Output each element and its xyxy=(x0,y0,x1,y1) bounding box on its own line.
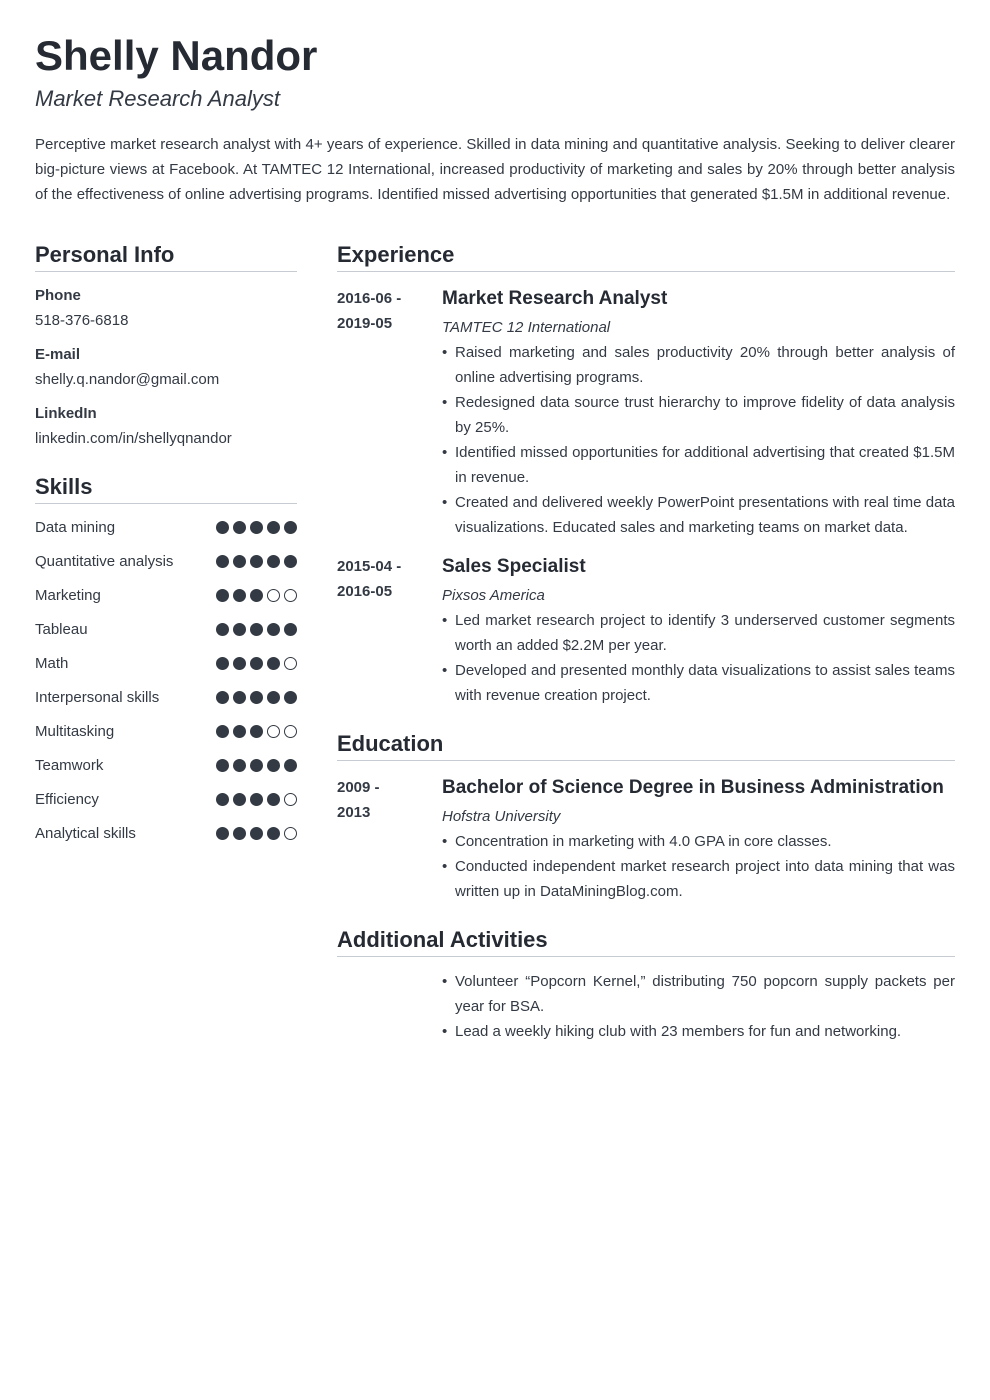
rating-dot-filled xyxy=(250,623,263,636)
skill-name: Marketing xyxy=(35,587,101,604)
bullet-item: • Conducted independent market research project into data mining that was written up in DataMiningBlog.com. xyxy=(442,854,955,904)
skill-row xyxy=(35,787,297,812)
bullet-item: • Identified missed opportunities for additional advertising that created $1.5M in revenue. xyxy=(442,440,955,490)
rating-dot-filled xyxy=(216,725,229,738)
skill-rating xyxy=(216,555,297,568)
skill-row xyxy=(35,651,297,676)
rating-dot-empty xyxy=(284,589,297,602)
rating-dot-empty xyxy=(284,725,297,738)
rating-dot-filled xyxy=(233,657,246,670)
activities-list xyxy=(442,969,955,1044)
email-label: E-mail xyxy=(35,346,81,363)
skill-row xyxy=(35,583,297,608)
email-value: shelly.q.nandor@gmail.com xyxy=(35,371,220,388)
entry-date xyxy=(337,286,442,540)
bullet-item: • Redesigned data source trust hierarchy to improve fidelity of data analysis by 25%. xyxy=(442,390,955,440)
rating-dot-filled xyxy=(284,555,297,568)
skill-rating xyxy=(216,657,297,670)
date-start: 2016-06 - xyxy=(337,290,402,307)
rating-dot-filled xyxy=(267,793,280,806)
rating-dot-filled xyxy=(216,555,229,568)
rating-dot-filled xyxy=(284,623,297,636)
skill-rating xyxy=(216,589,297,602)
rating-dot-filled xyxy=(250,521,263,534)
skill-rating xyxy=(216,521,297,534)
skill-row xyxy=(35,719,297,744)
entry-date xyxy=(337,775,442,904)
rating-dot-filled xyxy=(267,555,280,568)
rating-dot-filled xyxy=(250,589,263,602)
rating-dot-filled xyxy=(233,759,246,772)
skill-name: Quantitative analysis xyxy=(35,553,174,570)
rating-dot-filled xyxy=(233,691,246,704)
entry-bullets xyxy=(442,829,955,904)
rating-dot-filled xyxy=(233,793,246,806)
rating-dot-filled xyxy=(250,657,263,670)
rating-dot-filled xyxy=(233,623,246,636)
entry-title: Sales Specialist xyxy=(442,556,586,577)
date-start: 2015-04 - xyxy=(337,558,402,575)
rating-dot-filled xyxy=(267,759,280,772)
linkedin-label: LinkedIn xyxy=(35,405,97,422)
education-heading: Education xyxy=(337,729,955,761)
personal-info-heading: Personal Info xyxy=(35,240,297,272)
bullet-item: • Created and delivered weekly PowerPoint presentations with real time data visualizations. Educated sales and marketing teams on market data. xyxy=(442,490,955,540)
rating-dot-filled xyxy=(216,521,229,534)
skill-row xyxy=(35,515,297,540)
skill-rating xyxy=(216,725,297,738)
entry-bullets xyxy=(442,608,955,708)
education-entry xyxy=(337,775,955,904)
activity-item: • Lead a weekly hiking club with 23 members for fun and networking. xyxy=(442,1019,955,1044)
rating-dot-filled xyxy=(250,555,263,568)
rating-dot-empty xyxy=(267,589,280,602)
skill-name: Teamwork xyxy=(35,757,104,774)
summary-paragraph: Perceptive market research analyst with 4+ years of experience. Skilled in data mining and quantitative analysis. Seeking to deliver clearer big-picture views at Facebook. At TAMTEC 12 International, increased productivity of marketing and sales by 20% through better analysis of the effectiveness of online advertising programs. Identified missed advertising opportunities that generated $1.5M in additional revenue. xyxy=(35,136,955,203)
experience-entry xyxy=(337,286,955,540)
bullet-item: • Concentration in marketing with 4.0 GPA in core classes. xyxy=(442,829,955,854)
rating-dot-filled xyxy=(216,623,229,636)
rating-dot-filled xyxy=(216,589,229,602)
skills-heading: Skills xyxy=(35,472,297,504)
skill-name: Data mining xyxy=(35,519,116,536)
skill-name: Tableau xyxy=(35,621,88,638)
rating-dot-filled xyxy=(233,589,246,602)
phone-label: Phone xyxy=(35,287,81,304)
entry-organization: Pixsos America xyxy=(442,587,545,604)
rating-dot-filled xyxy=(250,759,263,772)
bullet-item: • Developed and presented monthly data visualizations to assist sales teams with revenue creation project. xyxy=(442,658,955,708)
rating-dot-filled xyxy=(267,657,280,670)
rating-dot-filled xyxy=(216,657,229,670)
rating-dot-filled xyxy=(233,555,246,568)
entry-date xyxy=(337,554,442,708)
date-start: 2009 - xyxy=(337,779,380,796)
linkedin-value: linkedin.com/in/shellyqnandor xyxy=(35,430,232,447)
rating-dot-empty xyxy=(284,793,297,806)
rating-dot-filled xyxy=(216,691,229,704)
entry-organization: TAMTEC 12 International xyxy=(442,319,611,336)
entry-body xyxy=(442,554,955,708)
entry-title: Bachelor of Science Degree in Business Administration xyxy=(442,777,944,798)
activities-heading: Additional Activities xyxy=(337,925,955,957)
rating-dot-filled xyxy=(250,725,263,738)
skill-rating xyxy=(216,827,297,840)
activity-item: • Volunteer “Popcorn Kernel,” distributing 750 popcorn supply packets per year for BSA. xyxy=(442,969,955,1019)
skill-row xyxy=(35,617,297,642)
experience-entry xyxy=(337,554,955,708)
skill-name: Interpersonal skills xyxy=(35,689,160,706)
phone-value: 518-376-6818 xyxy=(35,312,129,329)
right-column xyxy=(337,240,955,1044)
skill-row xyxy=(35,685,297,710)
resume-page xyxy=(35,0,955,1400)
entry-title: Market Research Analyst xyxy=(442,288,668,309)
bullet-item: • Raised marketing and sales productivity 20% through better analysis of online advertising programs. xyxy=(442,340,955,390)
skill-name: Analytical skills xyxy=(35,825,136,842)
date-end: 2016-05 xyxy=(337,583,393,600)
skill-rating xyxy=(216,691,297,704)
rating-dot-filled xyxy=(267,521,280,534)
date-end: 2013 xyxy=(337,804,371,821)
rating-dot-filled xyxy=(216,759,229,772)
skill-rating xyxy=(216,793,297,806)
entry-organization: Hofstra University xyxy=(442,808,561,825)
candidate-name: Shelly Nandor xyxy=(35,32,318,79)
entry-body xyxy=(442,775,955,904)
entry-bullets xyxy=(442,340,955,540)
skill-name: Math xyxy=(35,655,69,672)
candidate-title: Market Research Analyst xyxy=(35,86,280,111)
rating-dot-filled xyxy=(216,793,229,806)
entry-body xyxy=(442,286,955,540)
rating-dot-empty xyxy=(284,657,297,670)
rating-dot-filled xyxy=(284,521,297,534)
rating-dot-filled xyxy=(250,691,263,704)
skill-row xyxy=(35,753,297,778)
rating-dot-filled xyxy=(267,623,280,636)
skills-list xyxy=(35,515,297,846)
rating-dot-filled xyxy=(250,827,263,840)
bullet-item: • Led market research project to identify 3 underserved customer segments worth an added $2.2M per year. xyxy=(442,608,955,658)
skill-rating xyxy=(216,623,297,636)
skill-row xyxy=(35,821,297,846)
rating-dot-filled xyxy=(233,521,246,534)
rating-dot-filled xyxy=(216,827,229,840)
skill-name: Efficiency xyxy=(35,791,99,808)
rating-dot-filled xyxy=(233,725,246,738)
rating-dot-empty xyxy=(284,827,297,840)
skill-rating xyxy=(216,759,297,772)
rating-dot-filled xyxy=(267,691,280,704)
experience-list xyxy=(337,286,955,708)
skill-row xyxy=(35,549,297,574)
education-list xyxy=(337,775,955,904)
rating-dot-filled xyxy=(233,827,246,840)
experience-heading: Experience xyxy=(337,240,955,272)
rating-dot-filled xyxy=(284,691,297,704)
date-end: 2019-05 xyxy=(337,315,393,332)
rating-dot-empty xyxy=(267,725,280,738)
rating-dot-filled xyxy=(284,759,297,772)
rating-dot-filled xyxy=(250,793,263,806)
skill-name: Multitasking xyxy=(35,723,115,740)
rating-dot-filled xyxy=(267,827,280,840)
left-column xyxy=(35,240,297,855)
